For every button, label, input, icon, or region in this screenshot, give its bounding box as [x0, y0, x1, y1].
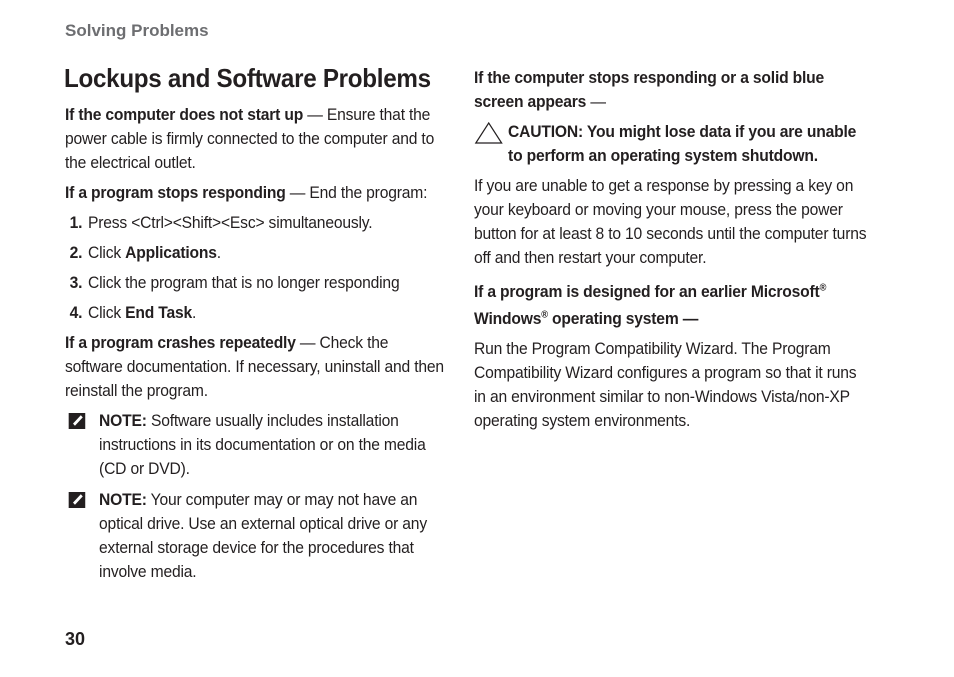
heading-blue-screen — [474, 66, 866, 114]
note-pencil-icon — [69, 492, 86, 508]
heading-compatibility-c: operating system — — [547, 309, 699, 329]
heading-crashes: If a program crashes repeatedly — [65, 333, 296, 352]
caution-triangle-icon — [474, 122, 503, 144]
note-label: NOTE: — [99, 490, 147, 509]
note-text: Your computer may or may not have an optical drive. Use an external optical drive or any external storage device for the procedures that involve media. — [99, 490, 427, 581]
text-stops-responding: — End the program: — [285, 183, 428, 202]
steps-list — [65, 211, 448, 325]
step-text-post: . — [192, 303, 197, 322]
note-box — [65, 409, 448, 481]
step-text: Click — [88, 243, 126, 262]
step-bold: End Task — [125, 303, 193, 322]
note-label: NOTE: — [99, 411, 147, 430]
heading-stops-responding: If a program stops responding — [65, 183, 286, 202]
paragraph-stops-responding — [65, 181, 448, 205]
list-item — [65, 241, 448, 265]
note-text: Software usually includes installation instructions in its documentation or on the media (CD or DVD). — [99, 411, 426, 478]
section-header: Solving Problems — [65, 21, 209, 40]
left-column — [65, 103, 450, 591]
page-number: 30 — [65, 629, 86, 649]
step-text: Click the program that is no longer responding — [88, 273, 400, 292]
step-number: 1. — [69, 213, 83, 232]
heading-blue-screen-text: If the computer stops responding or a solid blue screen appears — [474, 68, 825, 111]
heading-compatibility-b: Windows — [474, 309, 542, 329]
list-item — [65, 211, 448, 235]
heading-start-up: If the computer does not start up — [65, 105, 304, 124]
step-number: 3. — [69, 273, 83, 292]
paragraph-start-up — [65, 103, 448, 175]
list-item — [65, 301, 448, 325]
list-item — [65, 271, 448, 295]
registered-mark: ® — [541, 309, 548, 321]
step-bold: Applications — [125, 243, 217, 262]
note-box — [65, 488, 448, 584]
page-title: Lockups and Software Problems — [64, 63, 431, 93]
caution-text: CAUTION: You might lose data if you are unable to perform an operating system shutdown. — [508, 122, 857, 165]
heading-compatibility — [474, 276, 866, 331]
paragraph-power-button: If you are unable to get a response by pressing a key on your keyboard or moving your mouse, press the power button for at least 8 to 10 seconds until the computer turns off and then restart your computer. — [474, 176, 867, 267]
registered-mark: ® — [819, 282, 827, 293]
step-number: 4. — [69, 303, 83, 322]
caution-box — [474, 120, 866, 168]
step-text-post: . — [216, 243, 221, 262]
paragraph-crashes — [65, 331, 448, 403]
text-crashes: — Check the software documentation. If necessary, uninstall and then reinstall the program. — [65, 333, 444, 400]
heading-blue-screen-dash: — — [586, 92, 606, 111]
right-column — [474, 66, 869, 439]
step-text: Press <Ctrl><Shift><Esc> simultaneously. — [88, 213, 373, 232]
note-pencil-icon — [69, 413, 86, 429]
step-text: Click — [88, 303, 126, 322]
step-number: 2. — [69, 243, 83, 262]
heading-compatibility-a: If a program is designed for an earlier Microsoft — [474, 281, 820, 301]
paragraph-compatibility-wizard: Run the Program Compatibility Wizard. The Program Compatibility Wizard configures a program so that it runs in an environment similar to non-Windows Vista/non-XP operating system environments. — [474, 339, 857, 431]
text-start-up: — Ensure that the power cable is firmly connected to the computer and to the electrical outlet. — [65, 105, 435, 172]
